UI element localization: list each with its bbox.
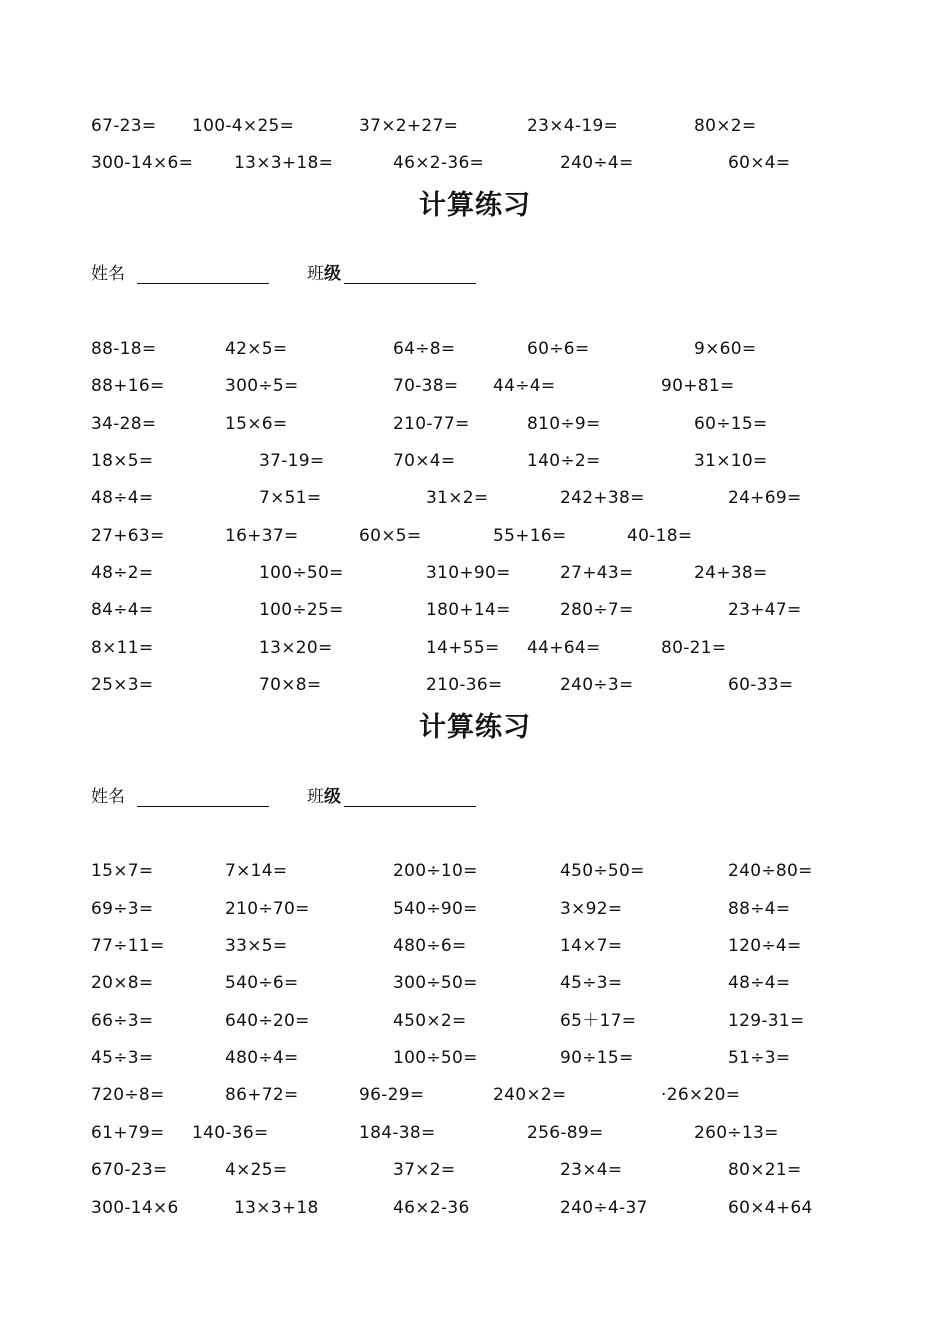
- problem: 7×51=: [259, 488, 322, 508]
- problem: 77÷11=: [91, 936, 165, 956]
- problem: 40-18=: [627, 526, 693, 546]
- student-info-row: [0, 782, 950, 812]
- class-blank-line[interactable]: [344, 283, 476, 284]
- worksheet-title: 计算练习: [419, 712, 531, 743]
- problem: 61+79=: [91, 1123, 165, 1143]
- problem: 23×4-19=: [527, 116, 619, 136]
- problem: 480÷4=: [225, 1048, 299, 1068]
- problem-row: [0, 334, 950, 364]
- problem: 13×3+18: [234, 1198, 319, 1218]
- problem: 100÷50=: [259, 563, 344, 583]
- class-label-char: 班: [307, 787, 324, 807]
- problem-row: [0, 931, 950, 961]
- problem: 55+16=: [493, 526, 567, 546]
- problem: 640÷20=: [225, 1011, 310, 1031]
- problem: 86+72=: [225, 1085, 299, 1105]
- problem: 60×4=: [728, 153, 791, 173]
- problem: 67-23=: [91, 116, 157, 136]
- problem-row: [0, 371, 950, 401]
- problem: 42×5=: [225, 339, 288, 359]
- problem: 88+16=: [91, 376, 165, 396]
- problem: 15×6=: [225, 414, 288, 434]
- class-label-char-bold: 级: [324, 787, 341, 807]
- problem: 16+37=: [225, 526, 299, 546]
- name-blank-line[interactable]: [137, 283, 269, 284]
- class-label: [307, 259, 341, 289]
- problem: 69÷3=: [91, 899, 154, 919]
- problem: 80×2=: [694, 116, 757, 136]
- problem: 184-38=: [359, 1123, 436, 1143]
- problem: 25×3=: [91, 675, 154, 695]
- problem: 90÷15=: [560, 1048, 634, 1068]
- problem: 37×2=: [393, 1160, 456, 1180]
- problem: 7×14=: [225, 861, 288, 881]
- problem-row: [0, 1193, 950, 1223]
- problem: 66÷3=: [91, 1011, 154, 1031]
- problem: 100-4×25=: [192, 116, 295, 136]
- problem: 9×60=: [694, 339, 757, 359]
- problem-row: [0, 856, 950, 886]
- problem: 34-28=: [91, 414, 157, 434]
- problem: 14+55=: [426, 638, 500, 658]
- problem: 31×2=: [426, 488, 489, 508]
- name-blank-line[interactable]: [137, 806, 269, 807]
- problem: 64÷8=: [393, 339, 456, 359]
- problem: 80-21=: [661, 638, 727, 658]
- name-label: 姓名: [91, 264, 125, 284]
- problem: 96-29=: [359, 1085, 425, 1105]
- problem: 450×2=: [393, 1011, 467, 1031]
- problem: 65＋17=: [560, 1011, 637, 1031]
- problem: 540÷6=: [225, 973, 299, 993]
- problem: 45÷3=: [560, 973, 623, 993]
- problem: 44÷4=: [493, 376, 556, 396]
- problem: 23+47=: [728, 600, 802, 620]
- problem: 670-23=: [91, 1160, 168, 1180]
- problem: 100÷50=: [393, 1048, 478, 1068]
- problem: 60÷6=: [527, 339, 590, 359]
- problem: 60÷15=: [694, 414, 768, 434]
- problem: 200÷10=: [393, 861, 478, 881]
- problem: 60-33=: [728, 675, 794, 695]
- student-info-row: [0, 259, 950, 289]
- problem-row: [0, 521, 950, 551]
- problem: 100÷25=: [259, 600, 344, 620]
- problem: 13×20=: [259, 638, 333, 658]
- problem: 70×8=: [259, 675, 322, 695]
- class-label: [307, 782, 341, 812]
- problem: 31×10=: [694, 451, 768, 471]
- problem-row: [0, 595, 950, 625]
- problem: 15×7=: [91, 861, 154, 881]
- problem: 280÷7=: [560, 600, 634, 620]
- problem: 51÷3=: [728, 1048, 791, 1068]
- problem-row: [0, 558, 950, 588]
- problem: 120÷4=: [728, 936, 802, 956]
- problem: 84÷4=: [91, 600, 154, 620]
- problem: 256-89=: [527, 1123, 604, 1143]
- problem: 240÷80=: [728, 861, 813, 881]
- problem: 20×8=: [91, 973, 154, 993]
- problem: 33×5=: [225, 936, 288, 956]
- problem: 88-18=: [91, 339, 157, 359]
- problem: 540÷90=: [393, 899, 478, 919]
- name-label: 姓名: [91, 787, 125, 807]
- problem: 240×2=: [493, 1085, 567, 1105]
- problem: 140-36=: [192, 1123, 269, 1143]
- problem: 18×5=: [91, 451, 154, 471]
- problem: 24+38=: [694, 563, 768, 583]
- problem: 23×4=: [560, 1160, 623, 1180]
- class-label-char-bold: 级: [324, 264, 341, 284]
- problem: 242+38=: [560, 488, 645, 508]
- problem-row: [0, 1080, 950, 1110]
- problem: 44+64=: [527, 638, 601, 658]
- problem: 48÷2=: [91, 563, 154, 583]
- worksheet-title: 计算练习: [419, 190, 531, 221]
- problem: 180+14=: [426, 600, 511, 620]
- problem-row: [0, 1006, 950, 1036]
- problem: 48÷4=: [91, 488, 154, 508]
- problem: 48÷4=: [728, 973, 791, 993]
- problem: 27+43=: [560, 563, 634, 583]
- problem: 24+69=: [728, 488, 802, 508]
- problem: ·26×20=: [661, 1085, 741, 1105]
- problem: 46×2-36: [393, 1198, 470, 1218]
- problem: 37-19=: [259, 451, 325, 471]
- problem: 480÷6=: [393, 936, 467, 956]
- problem-row: [0, 1118, 950, 1148]
- problem: 8×11=: [91, 638, 154, 658]
- problem: 300÷50=: [393, 973, 478, 993]
- problem-row: [0, 633, 950, 663]
- class-blank-line[interactable]: [344, 806, 476, 807]
- problem: 46×2-36=: [393, 153, 485, 173]
- problem: 140÷2=: [527, 451, 601, 471]
- problem: 4×25=: [225, 1160, 288, 1180]
- class-label-char: 班: [307, 264, 324, 284]
- problem: 3×92=: [560, 899, 623, 919]
- problem: 37×2+27=: [359, 116, 459, 136]
- problem: 260÷13=: [694, 1123, 779, 1143]
- problem: 240÷3=: [560, 675, 634, 695]
- problem: 27+63=: [91, 526, 165, 546]
- problem: 300÷5=: [225, 376, 299, 396]
- problem-row: [0, 1043, 950, 1073]
- problem: 810÷9=: [527, 414, 601, 434]
- problem: 88÷4=: [728, 899, 791, 919]
- problem: 720÷8=: [91, 1085, 165, 1105]
- problem-row: [0, 111, 950, 141]
- problem: 310+90=: [426, 563, 511, 583]
- problem-row: [0, 968, 950, 998]
- problem: 60×4+64: [728, 1198, 813, 1218]
- problem-row: [0, 1155, 950, 1185]
- problem: 129-31=: [728, 1011, 805, 1031]
- problem: 240÷4=: [560, 153, 634, 173]
- problem: 300-14×6=: [91, 153, 194, 173]
- problem: 45÷3=: [91, 1048, 154, 1068]
- problem: 70-38=: [393, 376, 459, 396]
- problem: 210-77=: [393, 414, 470, 434]
- problem-row: [0, 483, 950, 513]
- problem: 80×21=: [728, 1160, 802, 1180]
- problem: 70×4=: [393, 451, 456, 471]
- problem: 90+81=: [661, 376, 735, 396]
- problem: 300-14×6: [91, 1198, 179, 1218]
- problem-row: [0, 148, 950, 178]
- problem: 210-36=: [426, 675, 503, 695]
- problem: 450÷50=: [560, 861, 645, 881]
- problem: 14×7=: [560, 936, 623, 956]
- problem-row: [0, 894, 950, 924]
- problem-row: [0, 409, 950, 439]
- problem: 60×5=: [359, 526, 422, 546]
- problem: 240÷4-37: [560, 1198, 648, 1218]
- problem-row: [0, 670, 950, 700]
- problem-row: [0, 446, 950, 476]
- problem: 13×3+18=: [234, 153, 334, 173]
- problem: 210÷70=: [225, 899, 310, 919]
